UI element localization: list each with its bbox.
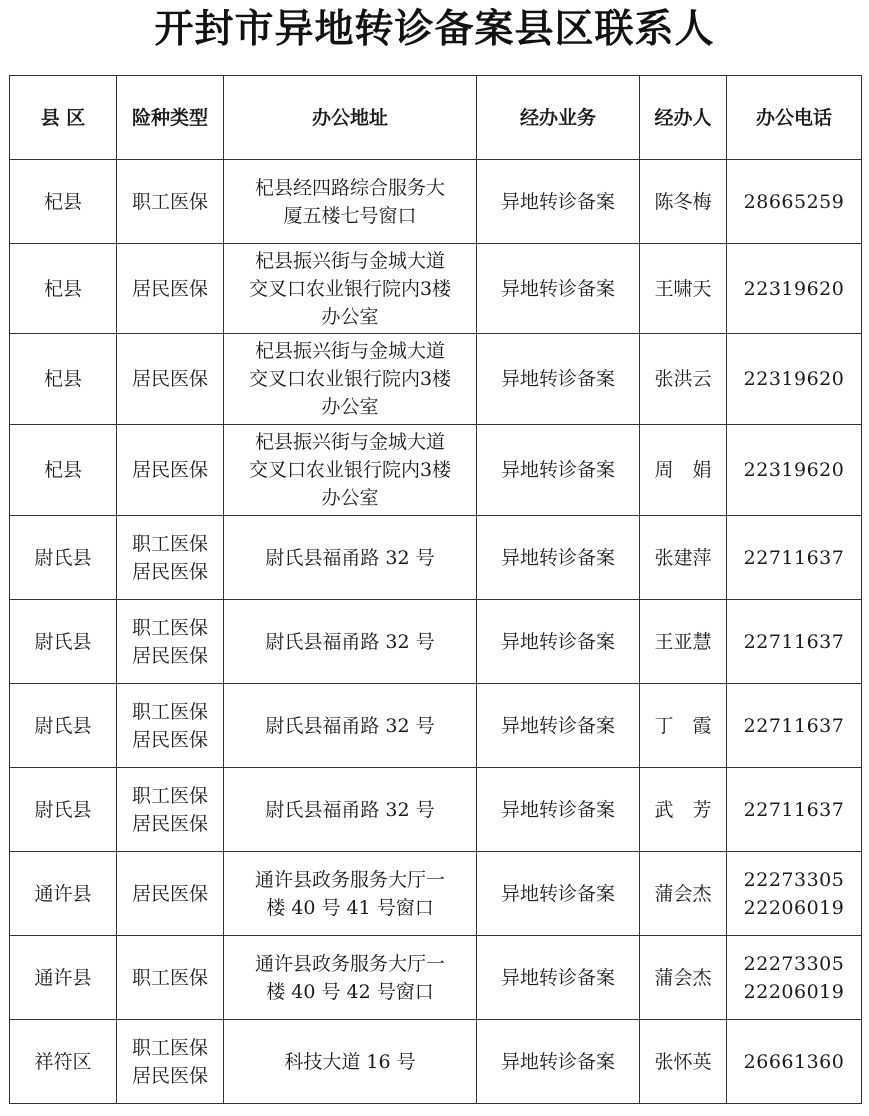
cell-county: 通许县 (10, 936, 117, 1020)
cell-office-phone (727, 516, 862, 600)
cell-office-address-line: 杞县经四路综合服务大 (254, 176, 445, 199)
cell-office-address (224, 684, 477, 768)
cell-office-phone-line: 22319620 (743, 368, 845, 390)
cell-office-phone-line: 22273305 (743, 952, 845, 975)
cell-office-phone-line: 22711637 (743, 630, 845, 653)
cell-office-address (224, 160, 477, 244)
header-office-address: 办公地址 (224, 76, 477, 160)
cell-insurance-type (117, 160, 224, 244)
cell-county: 祥符区 (10, 1020, 117, 1104)
cell-insurance-type-line: 居民医保 (131, 368, 208, 390)
cell-handler: 王亚慧 (640, 600, 727, 684)
cell-office-address-line: 杞县振兴街与金城大道 (254, 249, 445, 272)
cell-business: 异地转诊备案 (477, 852, 640, 936)
cell-office-phone-line: 26661360 (743, 1050, 845, 1073)
cell-handler: 周 娟 (640, 425, 727, 516)
cell-business: 异地转诊备案 (477, 684, 640, 768)
cell-office-phone (727, 768, 862, 852)
cell-insurance-type (117, 1020, 224, 1104)
cell-office-address-line: 尉氏县福甬路 32 号 (265, 798, 435, 821)
cell-office-address (224, 1020, 477, 1104)
cell-office-phone (727, 936, 862, 1020)
cell-county: 尉氏县 (10, 768, 117, 852)
cell-business: 异地转诊备案 (477, 425, 640, 516)
cell-insurance-type (117, 425, 224, 516)
cell-office-phone (727, 244, 862, 334)
cell-insurance-type-line: 职工医保 (131, 532, 208, 555)
cell-insurance-type (117, 334, 224, 425)
cell-handler: 武 芳 (640, 768, 727, 852)
cell-insurance-type (117, 600, 224, 684)
cell-office-phone-line: 22711637 (743, 714, 845, 737)
cell-business: 异地转诊备案 (477, 936, 640, 1020)
cell-handler: 蒲会杰 (640, 936, 727, 1020)
cell-handler: 蒲会杰 (640, 852, 727, 936)
header-business: 经办业务 (477, 76, 640, 160)
cell-insurance-type (117, 852, 224, 936)
cell-business: 异地转诊备案 (477, 516, 640, 600)
cell-office-phone-line: 22206019 (743, 980, 845, 1003)
table-row (10, 334, 862, 425)
cell-office-address (224, 425, 477, 516)
cell-insurance-type-line: 居民医保 (131, 882, 208, 905)
cell-county: 杞县 (10, 160, 117, 244)
table-row (10, 684, 862, 768)
cell-handler: 张洪云 (640, 334, 727, 425)
cell-office-address-line: 科技大道 16 号 (284, 1050, 416, 1073)
cell-business: 异地转诊备案 (477, 244, 640, 334)
cell-office-phone (727, 425, 862, 516)
cell-office-address (224, 852, 477, 936)
cell-office-address-line: 杞县振兴街与金城大道 (254, 431, 445, 453)
cell-office-phone-line: 28665259 (743, 190, 845, 213)
cell-business: 异地转诊备案 (477, 334, 640, 425)
cell-insurance-type-line: 居民医保 (131, 560, 208, 583)
cell-office-phone (727, 852, 862, 936)
cell-insurance-type (117, 768, 224, 852)
table-row (10, 516, 862, 600)
cell-handler: 张建萍 (640, 516, 727, 600)
cell-business: 异地转诊备案 (477, 768, 640, 852)
cell-handler: 张怀英 (640, 1020, 727, 1104)
cell-office-phone (727, 160, 862, 244)
cell-insurance-type-line: 居民医保 (131, 728, 208, 751)
cell-insurance-type-line: 职工医保 (131, 1036, 208, 1059)
cell-county: 杞县 (10, 425, 117, 516)
cell-office-phone-line: 22273305 (743, 868, 845, 891)
cell-office-address-line: 交叉口农业银行院内3楼 (248, 368, 452, 390)
cell-county: 杞县 (10, 334, 117, 425)
cell-handler: 王啸天 (640, 244, 727, 334)
cell-insurance-type-line: 居民医保 (131, 644, 208, 667)
cell-county: 杞县 (10, 244, 117, 334)
cell-office-phone (727, 684, 862, 768)
cell-office-phone (727, 600, 862, 684)
cell-insurance-type (117, 684, 224, 768)
cell-office-phone-line: 22319620 (743, 277, 845, 300)
cell-office-address (224, 768, 477, 852)
header-county: 县 区 (10, 76, 117, 160)
table-header-row (10, 76, 862, 160)
cell-office-phone-line: 22711637 (743, 798, 845, 821)
cell-business: 异地转诊备案 (477, 160, 640, 244)
cell-office-address-line: 楼 40 号 41 号窗口 (266, 896, 434, 919)
cell-office-address-line: 厦五楼七号窗口 (283, 204, 417, 227)
cell-office-address-line: 尉氏县福甬路 32 号 (265, 714, 435, 737)
cell-office-address (224, 334, 477, 425)
cell-office-phone (727, 334, 862, 425)
cell-office-address-line: 通许县政务服务大厅一 (254, 952, 445, 975)
cell-insurance-type-line: 居民医保 (131, 812, 208, 835)
table-row (10, 1020, 862, 1104)
cell-county: 通许县 (10, 852, 117, 936)
cell-insurance-type-line: 职工医保 (131, 784, 208, 807)
cell-office-phone-line: 22206019 (743, 896, 845, 919)
cell-handler: 丁 霞 (640, 684, 727, 768)
cell-insurance-type-line: 职工医保 (131, 700, 208, 723)
cell-office-address-line: 通许县政务服务大厅一 (254, 868, 445, 891)
cell-office-phone-line: 22711637 (743, 546, 845, 569)
cell-insurance-type-line: 职工医保 (131, 616, 208, 639)
cell-office-address-line: 交叉口农业银行院内3楼 (248, 459, 452, 481)
cell-office-address (224, 936, 477, 1020)
cell-office-address-line: 杞县振兴街与金城大道 (254, 340, 445, 362)
header-insurance-type: 险种类型 (117, 76, 224, 160)
table-row (10, 852, 862, 936)
cell-handler: 陈冬梅 (640, 160, 727, 244)
header-office-phone: 办公电话 (727, 76, 862, 160)
cell-office-address-line: 办公室 (321, 487, 379, 509)
cell-office-phone (727, 1020, 862, 1104)
cell-county: 尉氏县 (10, 516, 117, 600)
cell-office-phone-line: 22319620 (743, 459, 845, 481)
cell-office-address-line: 交叉口农业银行院内3楼 (248, 277, 452, 300)
table-row (10, 768, 862, 852)
cell-office-address-line: 办公室 (321, 305, 379, 328)
cell-office-address (224, 244, 477, 334)
cell-insurance-type-line: 居民医保 (131, 277, 208, 300)
cell-insurance-type (117, 244, 224, 334)
table-row (10, 160, 862, 244)
cell-office-address (224, 600, 477, 684)
table-row (10, 425, 862, 516)
cell-insurance-type-line: 居民医保 (131, 1064, 208, 1087)
cell-office-address-line: 楼 40 号 42 号窗口 (266, 980, 434, 1003)
cell-insurance-type-line: 职工医保 (131, 966, 208, 989)
cell-business: 异地转诊备案 (477, 600, 640, 684)
cell-insurance-type-line: 居民医保 (131, 459, 208, 481)
header-handler: 经办人 (640, 76, 727, 160)
table-row (10, 936, 862, 1020)
table-row (10, 244, 862, 334)
cell-county: 尉氏县 (10, 684, 117, 768)
table-row (10, 600, 862, 684)
cell-business: 异地转诊备案 (477, 1020, 640, 1104)
contact-table (9, 75, 862, 1104)
table-body (10, 160, 862, 1104)
page-title: 开封市异地转诊备案县区联系人 (154, 7, 715, 52)
cell-insurance-type (117, 516, 224, 600)
cell-office-address-line: 办公室 (321, 396, 379, 418)
cell-insurance-type-line: 职工医保 (131, 190, 208, 213)
cell-office-address-line: 尉氏县福甬路 32 号 (265, 546, 435, 569)
cell-county: 尉氏县 (10, 600, 117, 684)
cell-office-address (224, 516, 477, 600)
cell-insurance-type (117, 936, 224, 1020)
cell-office-address-line: 尉氏县福甬路 32 号 (265, 630, 435, 653)
